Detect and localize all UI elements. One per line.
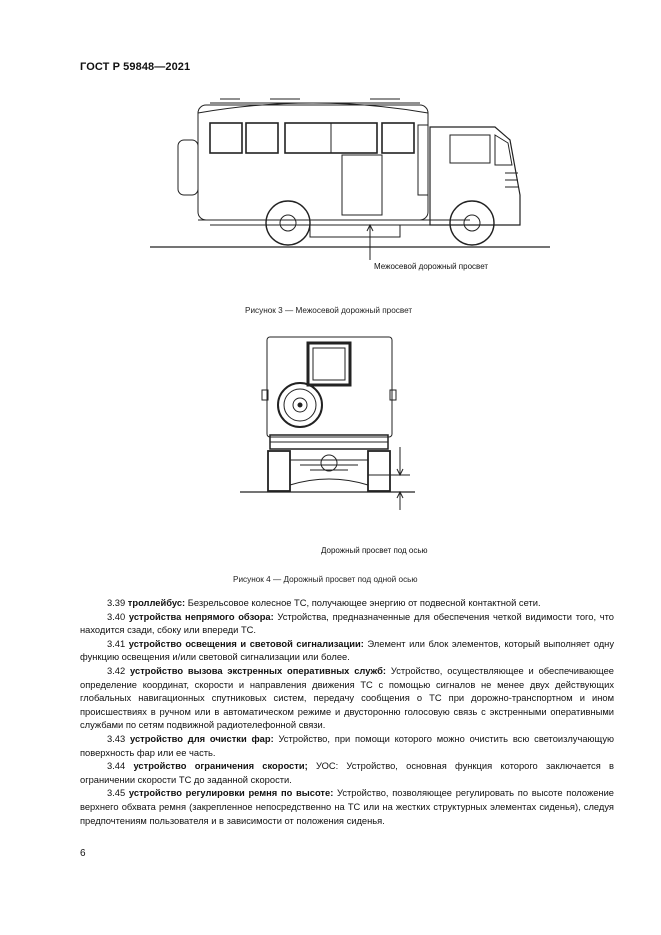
figure-4-callout: Дорожный просвет под осью xyxy=(321,546,428,555)
definition-text: Безрельсовое колесное ТС, получающее энергию от подвесной контактной сети. xyxy=(185,598,541,608)
definition-term: устройство регулировки ремня по высоте: xyxy=(128,788,334,799)
definition-text: УОС: Устройство, основная функция которого заключается в ограничении скорости ТС до заданной скорости. xyxy=(80,761,614,785)
definition-number: 3.43 xyxy=(107,733,126,744)
figure-3-callout: Межосевой дорожный просвет xyxy=(374,262,489,271)
definition-text: Элемент или блок элементов, который выполняет одну функцию освещения и/или световой сигнализации или более. xyxy=(80,638,615,663)
definition-3-41 xyxy=(80,638,614,665)
definitions-list xyxy=(80,597,614,828)
definition-number: 3.41 xyxy=(107,638,126,649)
definition-number: 3.44 xyxy=(107,761,126,772)
definition-text: Устройство, при помощи которого можно очистить всю светоизлучающую поверхность фар или ее часть. xyxy=(80,733,614,758)
definition-3-40 xyxy=(80,611,614,638)
truck-rear-drawing xyxy=(240,335,415,510)
definition-text: Устройство, позволяющее регулировать по высоте положение верхнего обхвата ремня (закрепленное непосредственно на ТС или на жестких структурных элементах сиденья), следуя предпочтениям пользователя и в зависимости от положения сиденья. xyxy=(80,788,614,826)
truck-side-drawing xyxy=(150,85,550,270)
definition-3-44 xyxy=(80,760,614,787)
definition-text: Устройства, предназначенные для обеспечения четкой видимости того, что находится сзади, сбоку или впереди ТС. xyxy=(80,611,614,636)
definition-3-45 xyxy=(80,787,614,828)
definition-term: устройство для очистки фар: xyxy=(129,733,274,744)
figure-4-truck-rear-view xyxy=(240,335,415,510)
definition-number: 3.45 xyxy=(107,788,126,799)
definition-number: 3.39 xyxy=(107,598,126,608)
definition-term: устройство ограничения скорости; xyxy=(133,761,308,772)
definition-3-43 xyxy=(80,733,614,760)
figure-3-caption: Рисунок 3 — Межосевой дорожный просвет xyxy=(245,306,413,315)
document-header: ГОСТ Р 59848—2021 xyxy=(80,61,191,73)
figure-3-truck-side-view xyxy=(150,85,550,270)
definition-term: устройства непрямого обзора: xyxy=(128,611,274,622)
definition-number: 3.42 xyxy=(107,665,126,676)
definition-number: 3.40 xyxy=(107,611,126,622)
definition-3-42 xyxy=(80,665,614,733)
definition-text: Устройство, осуществляющее и обеспечивающее определение координат, скорости и направления движения ТС с помощью сигналов не менее двух действующих глобальных навигационных спутниковых систем, передачу сообщения о ТС при дорожно-транспортном и ином происшествиях в ручном или в автоматическом режиме и двусторонню голосовую связь с экстренными оперативными службами по сетям подвижной радиотелефонной связи. xyxy=(80,665,614,731)
definition-term: троллейбус: xyxy=(127,598,186,608)
figure-4-caption: Рисунок 4 — Дорожный просвет под одной осью xyxy=(233,575,418,584)
page-number: 6 xyxy=(80,848,86,859)
definition-term: устройство освещения и световой сигнализации: xyxy=(128,638,364,649)
definition-term: устройство вызова экстренных оперативных служб: xyxy=(130,665,387,676)
definition-3-39 xyxy=(80,597,614,611)
